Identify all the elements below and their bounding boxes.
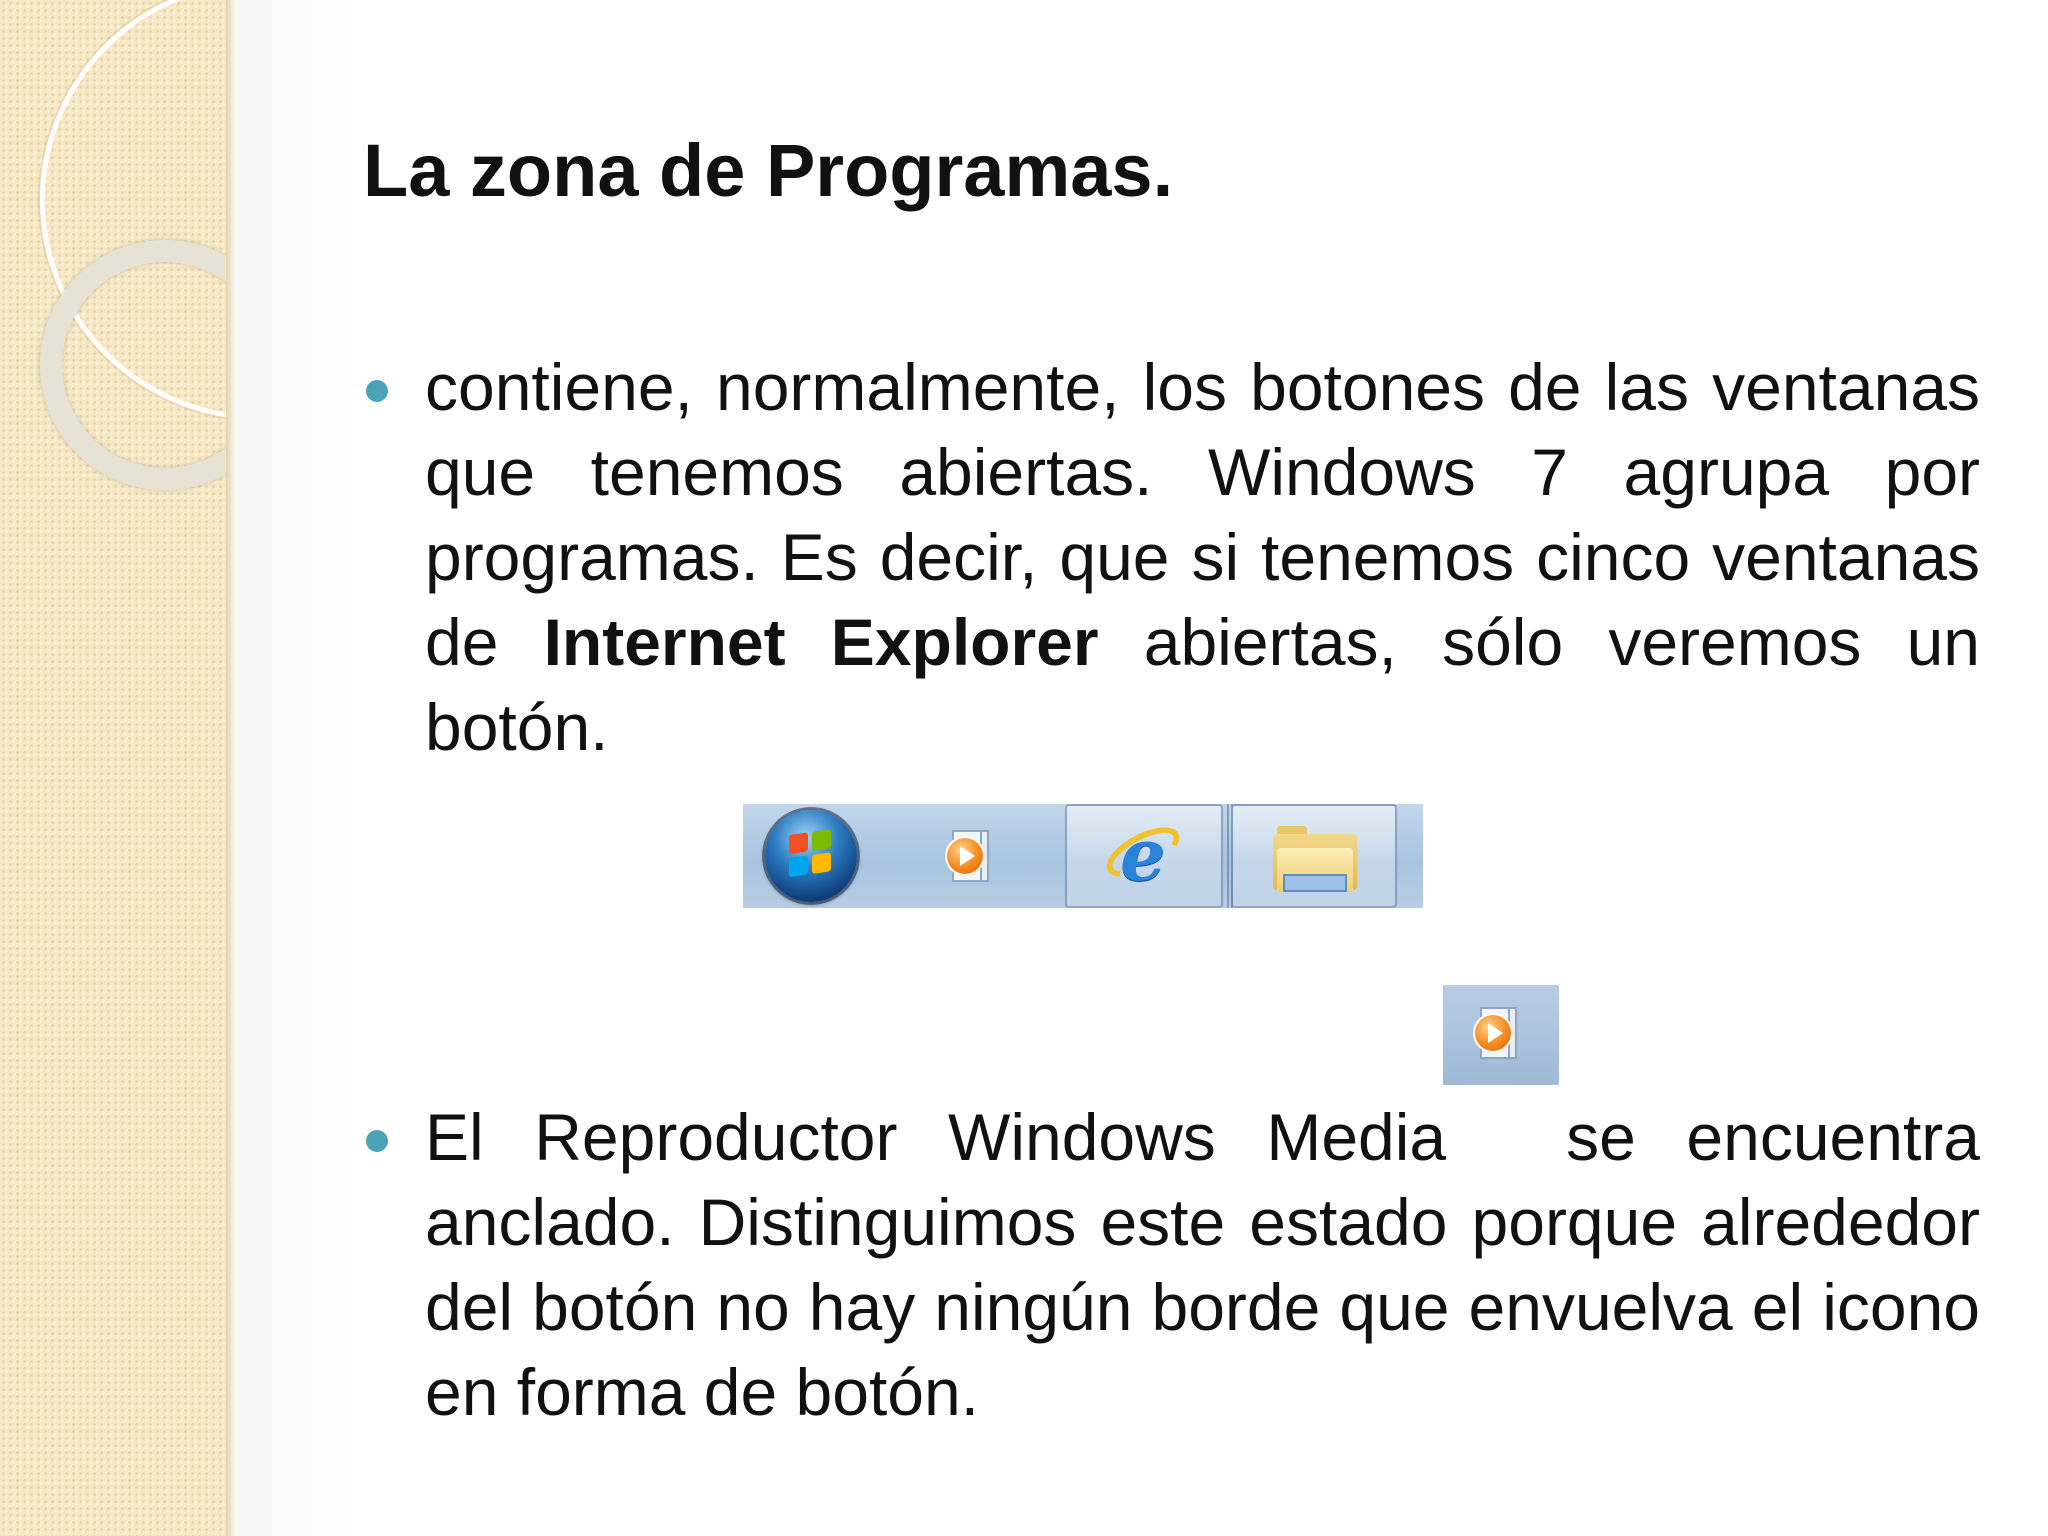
bullet-item-grouping: [425, 345, 1980, 770]
side-band-edge: [226, 0, 234, 1536]
bullet-text: contiene, normalmente, los botones de las ventanas que tenemos abiertas. Windows 7 agrupa por programas. Es decir, que si tenemos cinco ventanas de: [425, 350, 1980, 679]
bullet-item-pinned: [425, 1095, 1980, 1435]
internet-explorer-icon: e: [1103, 820, 1183, 894]
bullet-text: abiertas, sólo veremos un botón.: [425, 605, 1980, 764]
side-band-shadow: [234, 0, 354, 1536]
taskbar-illustration: [743, 804, 1423, 908]
bullet-dot-icon: [366, 380, 388, 402]
bullet-text: El Reproductor Windows Media: [425, 1100, 1447, 1174]
slide-title: La zona de Programas.: [363, 129, 1174, 212]
windows-start-orb-icon: [765, 810, 857, 902]
taskbar-button-explorer: [1231, 804, 1397, 908]
windows-flag-icon: [789, 829, 833, 879]
folder-explorer-icon: [1273, 826, 1357, 892]
windows-media-player-icon: [1473, 1007, 1519, 1061]
windows-media-player-icon: [945, 830, 991, 884]
bullet-bold-term: Internet Explorer: [543, 605, 1099, 679]
bullet-dot-icon: [366, 1130, 388, 1152]
taskbar-button-internet-explorer: [1065, 804, 1223, 908]
bullet-text: se encuentra anclado. Distinguimos este estado porque alrededor del botón no hay ningún borde que envuelva el icono en forma de botón.: [425, 1100, 1980, 1429]
decorative-side-band: [0, 0, 228, 1536]
taskbar-button-media-player: [893, 804, 1043, 908]
pinned-media-player-tile: [1443, 985, 1559, 1085]
